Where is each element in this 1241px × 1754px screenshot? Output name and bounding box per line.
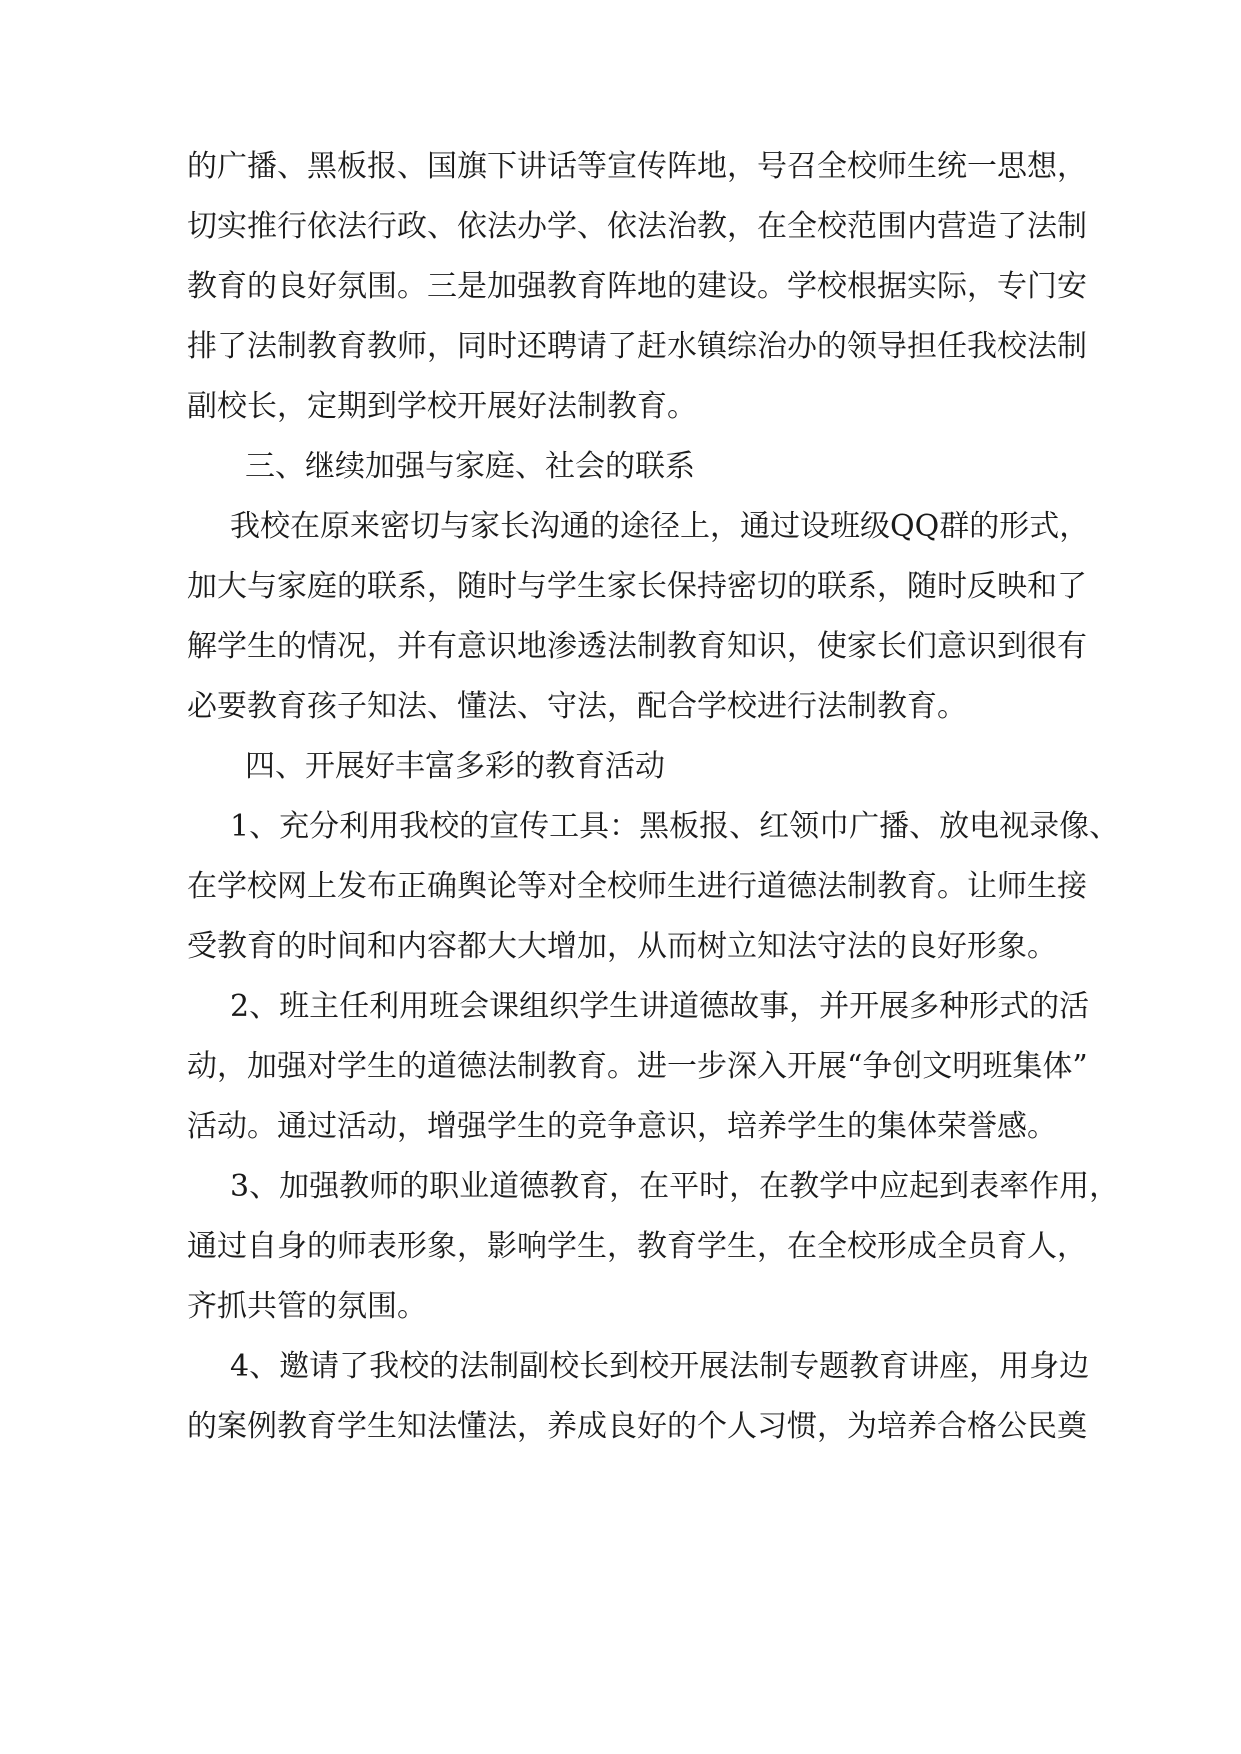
body-text-line: 加大与家庭的联系，随时与学生家长保持密切的联系，随时反映和了 (187, 569, 1087, 604)
body-text-line: 齐抓共管的氛围。 (187, 1289, 427, 1324)
body-text-line: 受教育的时间和内容都大大增加，从而树立知法守法的良好形象。 (187, 929, 1057, 964)
body-text-line: 排了法制教育教师，同时还聘请了赶水镇综治办的领导担任我校法制 (187, 329, 1087, 364)
body-text-line: 切实推行依法行政、依法办学、依法治教，在全校范围内营造了法制 (187, 209, 1087, 244)
body-text-line: 动，加强对学生的道德法制教育。进一步深入开展“争创文明班集体” (187, 1049, 1088, 1084)
body-text-line: 通过自身的师表形象，影响学生，教育学生，在全校形成全员育人， (187, 1229, 1087, 1264)
body-text-line: 解学生的情况，并有意识地渗透法制教育知识，使家长们意识到很有 (187, 629, 1087, 664)
body-text-line: 教育的良好氛围。三是加强教育阵地的建设。学校根据实际，专门安 (187, 269, 1087, 304)
list-item-1-line: 1、充分利用我校的宣传工具：黑板报、红领巾广播、放电视录像、 (230, 809, 1120, 844)
body-text-line: 必要教育孩子知法、懂法、守法，配合学校进行法制教育。 (187, 689, 967, 724)
list-item-3-line: 3、加强教师的职业道德教育，在平时，在教学中应起到表率作用， (230, 1169, 1120, 1204)
list-item-2-line: 2、班主任利用班会课组织学生讲道德故事，并开展多种形式的活 (230, 989, 1090, 1024)
body-text-line: 的广播、黑板报、国旗下讲话等宣传阵地，号召全校师生统一思想， (187, 149, 1087, 184)
list-item-4-line: 4、邀请了我校的法制副校长到校开展法制专题教育讲座，用身边 (230, 1349, 1090, 1384)
body-text-line: 我校在原来密切与家长沟通的途径上，通过设班级QQ群的形式， (230, 509, 1090, 544)
body-text-line: 副校长，定期到学校开展好法制教育。 (187, 389, 697, 424)
body-text-line: 的案例教育学生知法懂法，养成良好的个人习惯，为培养合格公民奠 (187, 1409, 1087, 1444)
section-heading-4: 四、开展好丰富多彩的教育活动 (245, 749, 665, 784)
body-text-line: 活动。通过活动，增强学生的竞争意识，培养学生的集体荣誉感。 (187, 1109, 1057, 1144)
body-text-line: 在学校网上发布正确舆论等对全校师生进行道德法制教育。让师生接 (187, 869, 1087, 904)
section-heading-3: 三、继续加强与家庭、社会的联系 (245, 449, 695, 484)
